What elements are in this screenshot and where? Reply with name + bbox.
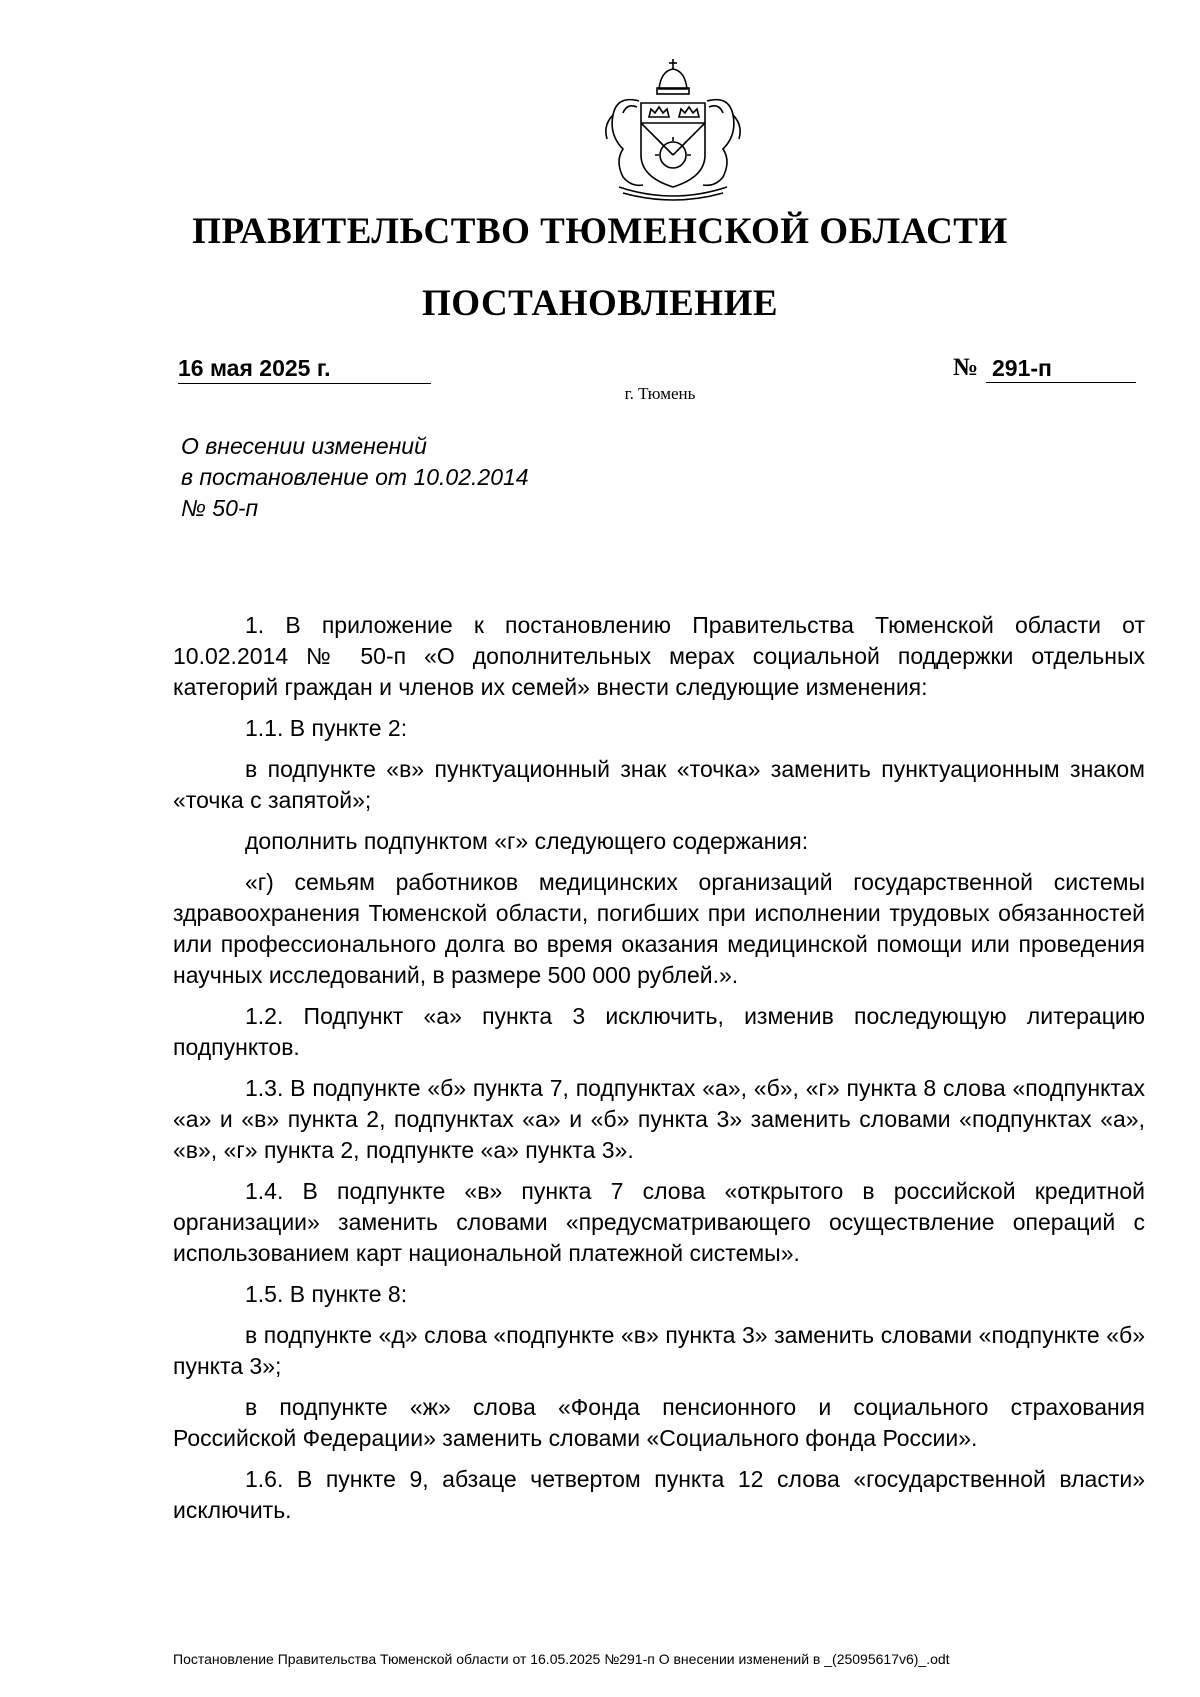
number-label: № <box>953 354 979 381</box>
subject-line: № 50-п <box>181 495 259 521</box>
subject-line: О внесении изменений <box>181 433 427 459</box>
paragraph: в подпункте «д» слова «подпункте «в» пункта 3» заменить словами «подпункте «б» пункта 3»; <box>173 1322 1145 1379</box>
organization-title: ПРАВИТЕЛЬСТВО ТЮМЕНСКОЙ ОБЛАСТИ <box>192 211 1008 252</box>
document-body <box>173 610 1145 1536</box>
document-subject <box>181 431 681 524</box>
coat-of-arms-icon <box>593 55 753 203</box>
paragraph: 1.4. В подпункте «в» пункта 7 слова «открытого в российской кредитной организации» заменить словами «предусматривающего осуществление операций с использованием карт национальной платежной системы». <box>173 1178 1145 1266</box>
document-date: 16 мая 2025 г. <box>178 353 431 384</box>
paragraph: 1.2. Подпункт «а» пункта 3 исключить, изменив последующую литерацию подпунктов. <box>173 1003 1145 1060</box>
paragraph: 1.1. В пункте 2: <box>245 715 408 741</box>
page-footer: Постановление Правительства Тюменской области от 16.05.2025 №291-п О внесении изменений в _(25095617v6)_.odt <box>173 1651 950 1667</box>
paragraph: 1. В приложение к постановлению Правительства Тюменской области от 10.02.2014 № 50-п «О дополнительных мерах социальной поддержки отдельных категорий граждан и членов их семей» внести следующие изменения: <box>173 612 1145 700</box>
city-label: г. Тюмень <box>624 384 696 403</box>
paragraph: дополнить подпунктом «г» следующего содержания: <box>245 828 809 854</box>
document-number: 291-п <box>986 353 1136 383</box>
paragraph: 1.6. В пункте 9, абзаце четвертом пункта 12 слова «государственной власти» исключить. <box>173 1466 1145 1523</box>
paragraph: 1.5. В пункте 8: <box>245 1281 408 1307</box>
paragraph: в подпункте «ж» слова «Фонда пенсионного и социального страхования Российской Федерации» заменить словами «Социального фонда России». <box>173 1394 1145 1451</box>
subject-line: в постановление от 10.02.2014 <box>181 464 529 490</box>
paragraph: в подпункте «в» пунктуационный знак «точка» заменить пунктуационным знаком «точка с запятой»; <box>173 756 1145 813</box>
document-type-title: ПОСТАНОВЛЕНИЕ <box>421 283 779 324</box>
paragraph: «г) семьям работников медицинских организаций государственной системы здравоохранения Тюменской области, погибших при исполнении трудовых обязанностей или профессионального долга во время оказания медицинской помощи или проведения научных исследований, в размере 500 000 рублей.». <box>173 869 1145 988</box>
paragraph: 1.3. В подпункте «б» пункта 7, подпунктах «а», «б», «г» пункта 8 слова «подпунктах «а» и «в» пункта 2, подпунктах «а» и «б» пункта 3» заменить словами «подпунктах «а», «в», «г» пункта 2, подпункте «а» пункта 3». <box>173 1075 1145 1163</box>
